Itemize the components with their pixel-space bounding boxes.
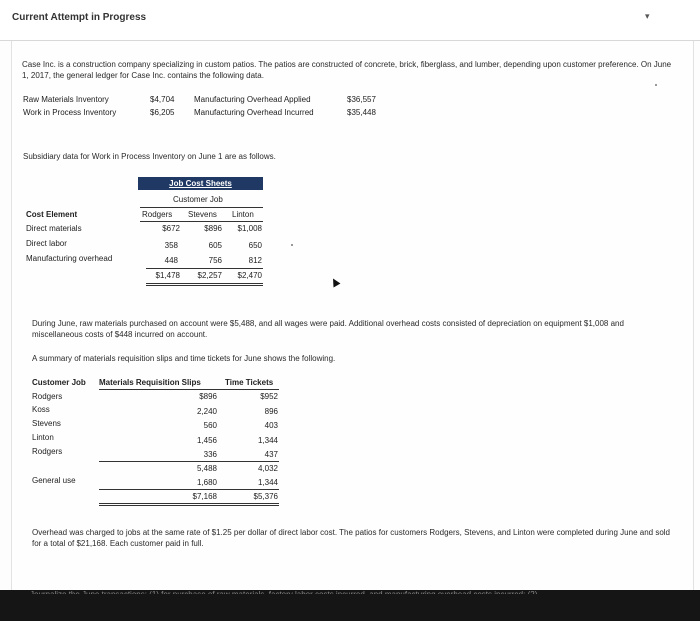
row-label: Koss <box>32 405 50 414</box>
total-cell: $1,478 <box>155 271 180 280</box>
ledger-label: Work in Process Inventory <box>23 108 117 117</box>
row-label: Linton <box>32 433 54 442</box>
divider <box>140 221 263 222</box>
marker-dot <box>655 84 657 86</box>
ledger-label: Manufacturing Overhead Applied <box>194 95 311 104</box>
row-label: Rodgers <box>32 392 63 401</box>
row-label: Direct labor <box>26 239 67 248</box>
total-cell: $7,168 <box>192 492 217 501</box>
table-cell: $952 <box>260 392 278 401</box>
row-label: Rodgers <box>32 447 63 456</box>
ledger-label: Manufacturing Overhead Incurred <box>194 108 314 117</box>
table-cell: 448 <box>164 256 178 265</box>
subsidiary-text: Subsidiary data for Work in Process Inventory on June 1 are as follows. <box>23 152 276 161</box>
header-bar <box>0 0 700 41</box>
table-cell: $1,008 <box>237 224 262 233</box>
table-cell: $672 <box>162 224 180 233</box>
summary-paragraph: A summary of materials requisition slips and time tickets for June shows the following. <box>32 354 336 363</box>
subtotal-cell: 5,488 <box>196 464 217 473</box>
column-header: Customer Job <box>32 378 86 387</box>
table-title: Job Cost Sheets <box>138 177 263 190</box>
column-header: Cost Element <box>26 210 78 219</box>
divider <box>99 489 279 490</box>
table-cell: 2,240 <box>196 407 217 416</box>
table-cell: 896 <box>264 407 278 416</box>
ledger-label: Raw Materials Inventory <box>23 95 109 104</box>
table-cell: 1,344 <box>257 436 278 445</box>
table-cell: 560 <box>203 421 217 430</box>
column-header: Stevens <box>188 210 217 219</box>
total-cell: $2,470 <box>237 271 262 280</box>
chevron-down-icon[interactable]: ▾ <box>645 11 650 21</box>
total-cell: $2,257 <box>197 271 222 280</box>
june-paragraph: During June, raw materials purchased on account were $5,488, and all wages were paid. Additional overhead costs consisted of depreciation on equipment $1,008 and miscellaneous costs of $448 incurred on account. <box>32 319 624 339</box>
column-header: Materials Requisition Slips <box>99 378 201 387</box>
table-cell: 605 <box>208 241 222 250</box>
table-cell: 358 <box>164 241 178 250</box>
table-cell: 336 <box>203 450 217 459</box>
table-cell: 437 <box>264 450 278 459</box>
double-underline <box>146 283 263 286</box>
row-label: General use <box>32 476 76 485</box>
column-header: Linton <box>232 210 254 219</box>
ledger-value: $6,205 <box>150 108 175 117</box>
question-panel <box>11 41 694 590</box>
bottom-bar <box>0 590 700 621</box>
overhead-paragraph: Overhead was charged to jobs at the same rate of $1.25 per dollar of direct labor cost. The patios for customers Rodgers, Stevens, and Linton were completed during June and sold for a total of $21,168. Each customer paid in full. <box>32 528 670 548</box>
table-cell: 756 <box>208 256 222 265</box>
column-header: Time Tickets <box>225 378 274 387</box>
total-cell: $5,376 <box>253 492 278 501</box>
marker-dot <box>291 244 293 246</box>
divider <box>99 389 279 390</box>
row-label: Manufacturing overhead <box>26 254 113 263</box>
row-label: Stevens <box>32 419 61 428</box>
divider <box>146 268 263 269</box>
page-title: Current Attempt in Progress <box>12 12 147 23</box>
subtotal-cell: 4,032 <box>257 464 278 473</box>
table-cell: 1,344 <box>257 478 278 487</box>
table-cell: $896 <box>199 392 217 401</box>
table-cell: 1,456 <box>196 436 217 445</box>
ledger-value: $4,704 <box>150 95 175 104</box>
ledger-value: $35,448 <box>347 108 376 117</box>
table-cell: 403 <box>264 421 278 430</box>
table-cell: 650 <box>248 241 262 250</box>
double-underline <box>99 503 279 506</box>
table-cell: $896 <box>204 224 222 233</box>
ledger-value: $36,557 <box>347 95 376 104</box>
group-header: Customer Job <box>173 195 223 204</box>
table-cell: 812 <box>248 256 262 265</box>
table-cell: 1,680 <box>196 478 217 487</box>
row-label: Direct materials <box>26 224 82 233</box>
divider <box>99 461 279 462</box>
intro-paragraph: Case Inc. is a construction company specializing in custom patios. The patios are constructed of concrete, brick, fiberglass, and lumber, depending upon customer preference. On June 1, 2017, the general ledger for Case Inc. contains the following data. <box>22 60 672 80</box>
divider <box>140 207 263 208</box>
column-header: Rodgers <box>142 210 173 219</box>
